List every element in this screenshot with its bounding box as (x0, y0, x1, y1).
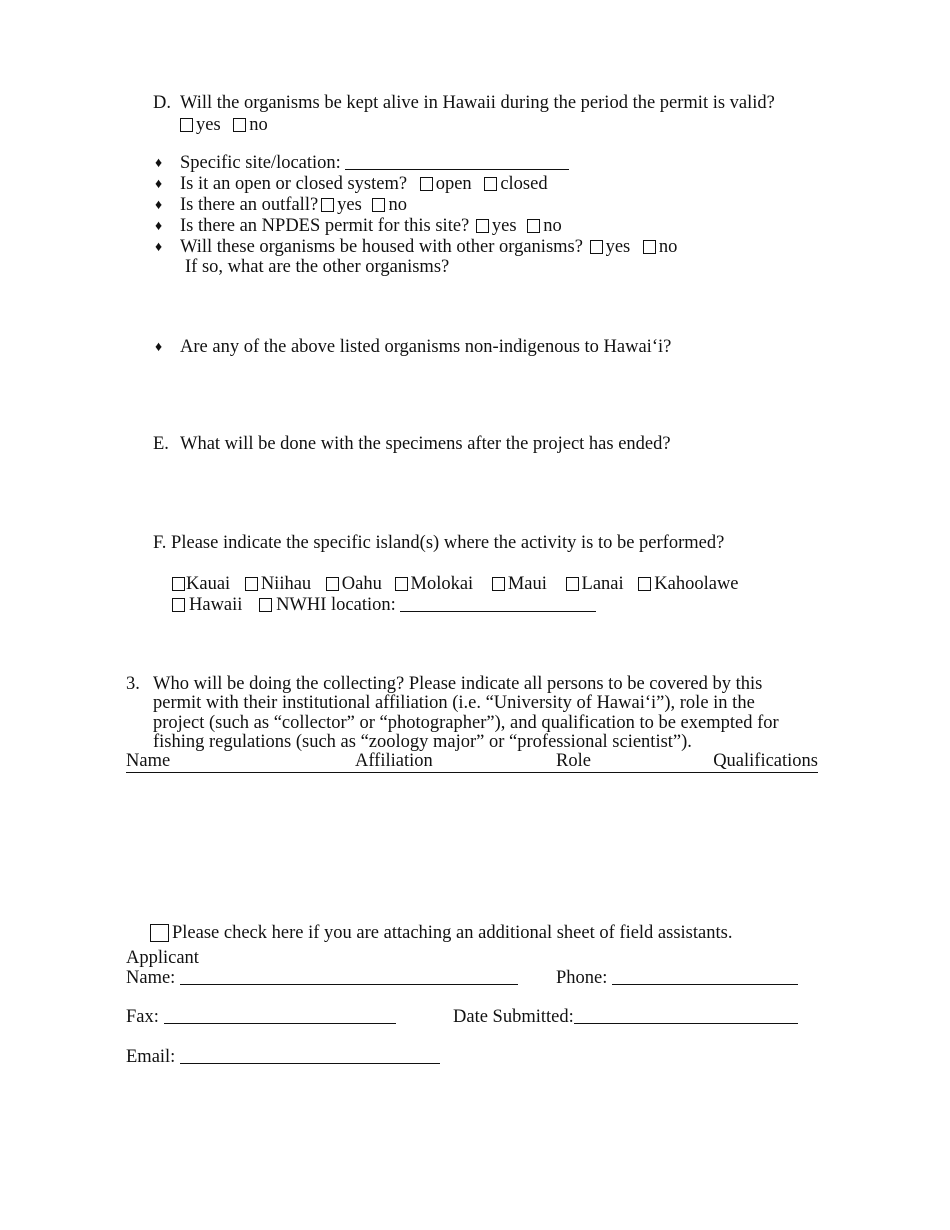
d-yes-label: yes (196, 115, 221, 135)
site-row (180, 152, 569, 174)
date-input[interactable] (574, 1007, 798, 1024)
outfall-row (180, 194, 407, 216)
outfall-no-label: no (388, 195, 407, 215)
outfall-yes-checkbox[interactable] (321, 198, 334, 212)
npdes-question: Is there an NPDES permit for this site? (180, 216, 470, 236)
applicant-heading: Applicant (126, 948, 199, 968)
email-row (126, 1046, 440, 1068)
bullet-icon: ♦ (155, 156, 163, 171)
phone-input[interactable] (612, 968, 798, 985)
system-row (180, 173, 548, 195)
section-e-question: What will be done with the specimens after the project has ended? (180, 434, 671, 454)
col-role: Role (556, 751, 591, 771)
npdes-yes-checkbox[interactable] (476, 219, 489, 233)
personnel-table-header (126, 750, 818, 773)
kahoolawe-checkbox[interactable] (638, 577, 651, 591)
hawaii-label: Hawaii (189, 595, 243, 615)
housed-question: Will these organisms be housed with other organisms? (180, 237, 583, 257)
section-d-options (178, 114, 268, 136)
bullet-icon: ♦ (155, 240, 163, 255)
attach-note-text: Please check here if you are attaching an additional sheet of field assistants. (172, 923, 733, 943)
housed-yes-checkbox[interactable] (590, 240, 603, 254)
housed-yes-label: yes (605, 237, 631, 257)
col-affiliation: Affiliation (355, 751, 433, 771)
oahu-label: Oahu (341, 574, 382, 594)
oahu-checkbox[interactable] (326, 577, 339, 591)
site-input[interactable] (345, 153, 569, 170)
niihau-checkbox[interactable] (245, 577, 258, 591)
section-e-label: E. (153, 434, 169, 454)
date-label: Date Submitted: (453, 1007, 574, 1027)
bullet-icon: ♦ (155, 177, 163, 192)
site-label: Specific site/location: (180, 153, 341, 173)
maui-label: Maui (507, 574, 547, 594)
npdes-row (180, 215, 562, 237)
phone-row (556, 967, 798, 989)
kauai-checkbox[interactable] (172, 577, 185, 591)
nwhi-location-input[interactable] (400, 595, 596, 612)
name-input[interactable] (180, 968, 518, 985)
nwhi-label: NWHI location: (276, 595, 396, 615)
molokai-label: Molokai (410, 574, 474, 594)
attach-note-row (148, 922, 732, 944)
col-name: Name (126, 751, 171, 771)
section-3-line-1: Who will be doing the collecting? Please indicate all persons to be covered by this (153, 674, 763, 694)
system-question: Is it an open or closed system? (180, 174, 408, 194)
maui-checkbox[interactable] (492, 577, 505, 591)
outfall-question: Is there an outfall? (180, 195, 319, 215)
islands-row-2 (170, 594, 596, 616)
kauai-label: Kauai (186, 574, 231, 594)
section-f-question: F. Please indicate the specific island(s) where the activity is to be performed? (153, 533, 725, 553)
housed-no-label: no (658, 237, 678, 257)
housed-row (180, 236, 677, 258)
npdes-yes-label: yes (491, 216, 517, 236)
col-qualifications: Qualifications (713, 751, 818, 771)
nwhi-checkbox[interactable] (259, 598, 272, 612)
fax-row (126, 1006, 396, 1028)
section-3-line-3: project (such as “collector” or “photographer”), and qualification to be exempted for (153, 713, 779, 733)
open-checkbox[interactable] (420, 177, 433, 191)
nonindigenous-question: Are any of the above listed organisms non-indigenous to Hawai‘i? (180, 337, 672, 357)
molokai-checkbox[interactable] (395, 577, 408, 591)
housed-no-checkbox[interactable] (643, 240, 656, 254)
outfall-yes-label: yes (337, 195, 362, 215)
attach-sheet-checkbox[interactable] (150, 924, 169, 942)
name-row (126, 967, 518, 989)
housed-followup: If so, what are the other organisms? (185, 257, 450, 277)
open-label: open (435, 174, 472, 194)
date-row (453, 1006, 798, 1028)
d-no-label: no (249, 115, 268, 135)
bullet-icon: ♦ (155, 198, 163, 213)
fax-input[interactable] (164, 1007, 396, 1024)
phone-label: Phone: (556, 968, 608, 988)
email-input[interactable] (180, 1047, 440, 1064)
d-no-checkbox[interactable] (233, 118, 246, 132)
npdes-no-checkbox[interactable] (527, 219, 540, 233)
lanai-checkbox[interactable] (566, 577, 579, 591)
section-3-line-4: fishing regulations (such as “zoology major” or “professional scientist”). (153, 732, 692, 752)
islands-row-1 (170, 573, 739, 595)
section-3-line-2: permit with their institutional affiliation (i.e. “University of Hawai‘i”), role in the (153, 693, 755, 713)
bullet-icon: ♦ (155, 340, 163, 355)
name-label: Name: (126, 968, 176, 988)
niihau-label: Niihau (260, 574, 312, 594)
section-3-number: 3. (126, 674, 140, 694)
section-d-question: Will the organisms be kept alive in Hawaii during the period the permit is valid? (180, 93, 775, 113)
section-d-label: D. (153, 93, 171, 113)
closed-checkbox[interactable] (484, 177, 497, 191)
bullet-icon: ♦ (155, 219, 163, 234)
lanai-label: Lanai (581, 574, 624, 594)
email-label: Email: (126, 1047, 176, 1067)
hawaii-checkbox[interactable] (172, 598, 185, 612)
closed-label: closed (500, 174, 548, 194)
outfall-no-checkbox[interactable] (372, 198, 385, 212)
npdes-no-label: no (543, 216, 562, 236)
d-yes-checkbox[interactable] (180, 118, 193, 132)
fax-label: Fax: (126, 1007, 159, 1027)
kahoolawe-label: Kahoolawe (654, 574, 739, 594)
